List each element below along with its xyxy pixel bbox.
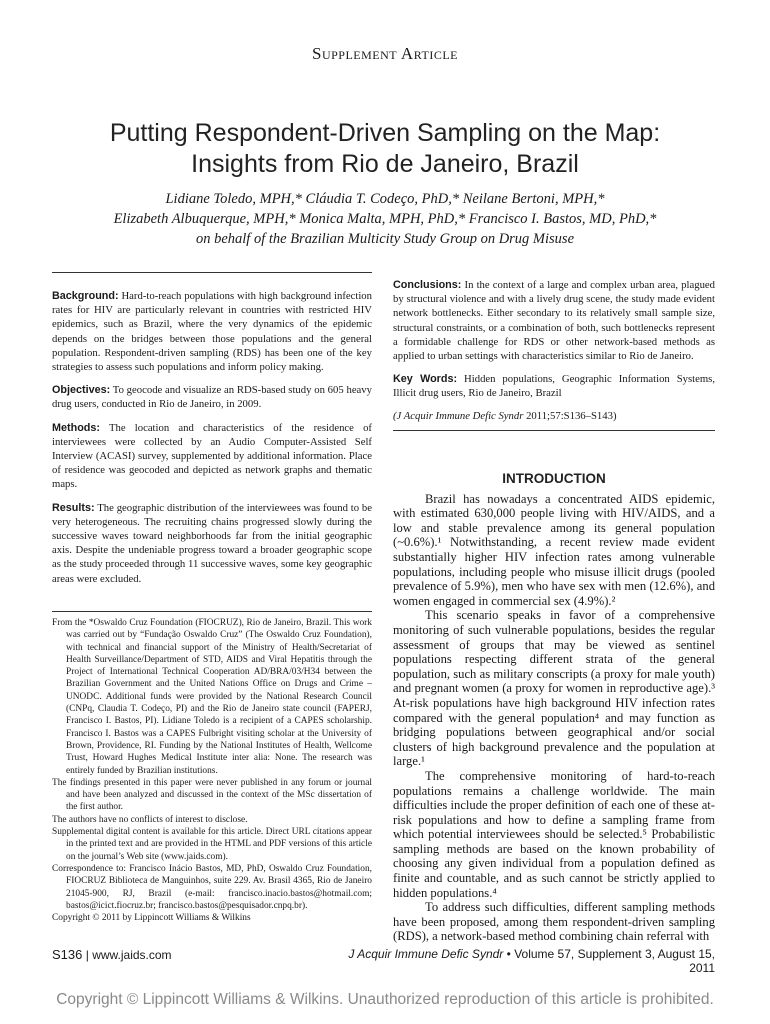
authors-line-2: Elizabeth Albuquerque, MPH,* Monica Malta, MPH, PhD,* Francisco I. Bastos, MD, PhD,* (113, 211, 657, 227)
footer-right (331, 947, 715, 975)
conclusions-text: In the context of a large and complex urban area, plagued by structural violence and with a lively drug scene, the study made evident network bottlenecks. Either secondary to its relatively small sample size, structural constraints, or a combination of both, such bottlenecks represent a formidable challenge for RDS or other network-based methods as applied to urban settings with characteristics similar to Rio de Janeiro. (393, 279, 715, 363)
footer-left (52, 947, 172, 962)
footer-bullet: • (506, 947, 511, 961)
citation-volume: 2011;57:S136–S143) (523, 409, 617, 422)
results-heading: Results: (52, 501, 95, 514)
affiliation-funding: From the *Oswaldo Cruz Foundation (FIOCRUZ), Rio de Janeiro, Brazil. This work was carried out by “Fundação Oswaldo Cruz” (The Oswaldo Cruz Foundation), with technical and financial support of the Ministry of Health/Secretariat of Health Surveillance/Department of STD, AIDS and Viral Hepatitis through the Project of International Technical Cooperation AD/BRA/03/H34 between the Brazilian Government and the United Nations Office on Drugs and Crime – UNODC. Additional funds were provided by the National Research Council (CNPq, Claudia T. Codeço, PI) and the Rio de Janeiro state council (FAPERJ, Francisco I. Bastos, PI). Lidiane Toledo is a recipient of a CAPES scholarship. Francisco I. Bastos was a CAPES Fulbright visiting scholar at the University of Brown, Providence, RI. Funding by the National Institutes of Health, Wellcome Trust, Howard Hughes Medical Institute inter alia: None. The research was entirely funded by Brazilian institutions. (52, 618, 372, 776)
keywords-text: Hidden populations, Geographic Information Systems, Illicit drug users, Rio de Janeiro, Brazil (393, 373, 716, 400)
abstract-citation (393, 410, 715, 422)
right-column (393, 278, 715, 944)
abstract-conclusions (393, 278, 715, 363)
article-title (60, 118, 710, 180)
author-list (40, 189, 730, 249)
title-line-2: Insights from Rio de Janeiro, Brazil (191, 150, 579, 178)
footer-volume-info: Volume 57, Supplement 3, August 15, 2011 (514, 947, 715, 975)
copyright-banner: Copyright © Lippincott Williams & Wilkins. Unauthorized reproduction of this article is prohibited. (56, 991, 714, 1008)
objectives-heading: Objectives: (52, 384, 111, 397)
abstract-methods (52, 421, 372, 492)
background-text: Hard-to-reach populations with high background infection rates for HIV are particularly relevant in countries with restricted HIV epidemics, such as Brazil, where the very dynamics of the epidemic depends on the bridges between those populations and the general population. Respondent-driven sampling (RDS) has been one of the key strategies to assess such populations and inform policy making. (52, 290, 372, 374)
abstract-keywords (393, 372, 715, 400)
page-number: S136 (52, 947, 83, 962)
authors-line-1: Lidiane Toledo, MPH,* Cláudia T. Codeço, PhD,* Neilane Bertoni, MPH,* (165, 191, 605, 207)
objectives-text: To geocode and visualize an RDS-based study on 605 heavy drug users, conducted in Rio de Janeiro, in 2009. (52, 384, 372, 411)
authors-line-3: on behalf of the Brazilian Multicity Study Group on Drug Misuse (195, 231, 575, 247)
methods-heading: Methods: (52, 421, 100, 434)
results-text: The geographic distribution of the interviewees was found to be very heterogeneous. The recruiting chains progressed slowly during the successive waves toward neighborhoods far from the initial geographic axis. Despite the undeniable progress toward a broader geographic scope as the study proceeded through 11 successive waves, some key geographic areas were excluded. (52, 501, 372, 585)
affiliation-copyright: Copyright © 2011 by Lippincott Williams & Wilkins (52, 913, 251, 924)
abstract-left-column (52, 289, 372, 595)
abstract-background (52, 289, 372, 374)
affiliation-correspondence: Correspondence to: Francisco Inácio Bastos, MD, PhD, Oswaldo Cruz Foundation, FIOCRUZ Biblioteca de Manguinhos, suite 229. Av. Brasil 4365, Rio de Janeiro 21045-900, RJ, Brazil (e-mail: francisco.inacio.bastos@hotmail.com; bastos@icict.fiocruz.br; francisco.bastos@pesquisador.cnpq.br). (52, 863, 372, 911)
abstract-divider (52, 272, 372, 273)
affiliation-supplemental: Supplemental digital content is available for this article. Direct URL citations appear in the printed text and are provided in the HTML and PDF versions of this article on the journal’s Web site (www.jaids.com). (52, 827, 372, 862)
title-line-1: Putting Respondent-Driven Sampling on the Map: (109, 119, 661, 147)
affiliation-notes (52, 617, 372, 924)
keywords-heading: Key Words: (393, 373, 458, 386)
abstract-results (52, 501, 372, 586)
conclusions-heading: Conclusions: (393, 279, 462, 291)
citation-divider (393, 430, 715, 431)
affiliation-divider (52, 611, 372, 612)
intro-paragraph: The comprehensive monitoring of hard-to-reach populations remains a challenge worldwide. The main difficulties include the proper definition of each one of these at-risk populations and how to define a sampling frame from which potential interviewees should be selected.⁵ Probabilistic sampling methods are based on the known probability of choosing any given individual from a population defined as finite and countable, and as such cannot be strictly applied to hidden populations.⁴ (393, 768, 715, 900)
footer-journal: J Acquir Immune Defic Syndr (348, 947, 504, 961)
abstract-objectives (52, 383, 372, 411)
section-label: Supplement Article (312, 44, 458, 63)
footer-website: www.jaids.com (92, 948, 172, 962)
footer-separator: | (85, 948, 89, 962)
background-heading: Background: (52, 290, 119, 302)
intro-paragraph: To address such difficulties, different sampling methods have been proposed, among them respondent-driven sampling (RDS), a network-based method combining chain referral with (393, 900, 715, 944)
affiliation-publication-note: The findings presented in this paper were never published in any forum or journal and have been analyzed and discussed in the context of the MSc dissertation of the first author. (52, 777, 372, 813)
intro-paragraph: Brazil has nowadays a concentrated AIDS epidemic, with estimated 630,000 people living with HIV/AIDS, and a low and stable prevalence among its general population (~0.6%).¹ Notwithstanding, a recent review made evident substantially higher HIV infection rates among vulnerable populations, including people who misuse illicit drugs (pooled prevalence of 5.9%), men who have sex with men (12.6%), and women engaged in commercial sex (4.9%).² (393, 491, 715, 608)
methods-text: The location and characteristics of the residence of interviewees were collected by an Audio Computer-Assisted Self Interview (ACASI) survey, supplemented by additional information. Place of residence was geocoded and depicted as network graphs and thematic maps. (52, 421, 372, 491)
affiliation-conflicts: The authors have no conflicts of interest to disclose. (52, 814, 248, 825)
introduction-heading: INTRODUCTION (502, 470, 606, 486)
citation-journal: (J Acquir Immune Defic Syndr (393, 409, 524, 422)
intro-paragraph: This scenario speaks in favor of a comprehensive monitoring of such vulnerable populations, besides the regular assessment of groups that may be viewed as sentinel populations respecting different strata of the general population, such as military conscripts (a proxy for male youth) and pregnant women (a proxy for women in reproductive age).³ At-risk populations have high background HIV infection rates compared with the general population⁴ and may function as bridging populations between geographical and/or social clusters of high background prevalence and the population at large.¹ (393, 608, 715, 769)
